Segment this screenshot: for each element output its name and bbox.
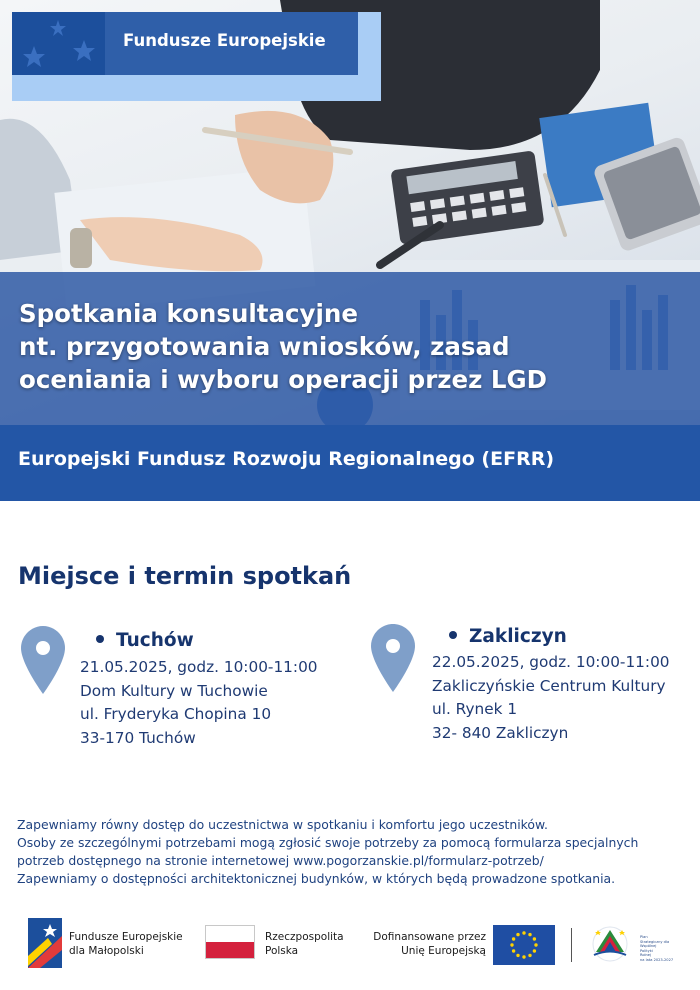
venue-street: ul. Fryderyka Chopina 10 [80, 705, 272, 723]
title-line: oceniania i wyboru operacji przez LGD [19, 365, 547, 394]
venue-name: Zakliczyn [469, 626, 567, 647]
bullet-dot-icon [449, 631, 457, 639]
hero-photo [0, 0, 700, 425]
venue-date-time: 22.05.2025, godz. 10:00-11:00 [432, 653, 670, 671]
bullet-dot-icon [96, 635, 104, 643]
lgd-caption [640, 935, 673, 963]
logo-text-line: Polska [265, 945, 299, 957]
venue-details [80, 656, 318, 750]
notice-line: potrzeb dostępnego na stronie internetowej www.pogorzanskie.pl/formularz-potrzeb/ [17, 853, 544, 868]
logo-text-line: Unię Europejską [401, 945, 486, 957]
venue-street: ul. Rynek 1 [432, 700, 518, 718]
fe-malopolska-logo-icon [28, 918, 62, 968]
logo-text-line: Rolnej [640, 953, 652, 958]
logo-text-line: Strategiczny dla [640, 939, 670, 944]
venue-place: Dom Kultury w Tuchowie [80, 681, 268, 700]
logo-text-line: Wspólnej [640, 944, 657, 949]
venue-place: Zakliczyńskie Centrum Kultury [432, 676, 666, 695]
logo-text-line: dla Małopolski [69, 945, 144, 957]
title-line: nt. przygotowania wniosków, zasad [19, 332, 510, 361]
logo-text-line: Dofinansowane przez [373, 931, 486, 943]
brand-label: Fundusze Europejskie [123, 31, 326, 50]
venue-details [432, 651, 670, 745]
section-heading: Miejsce i termin spotkań [18, 562, 352, 590]
logo-text-line: na lata 2023-2027 [640, 957, 674, 962]
venue-date-time: 21.05.2025, godz. 10:00-11:00 [80, 658, 318, 676]
logo-text-line: Fundusze Europejskie [69, 931, 183, 943]
logo-divider [571, 928, 572, 962]
venue-title [96, 630, 194, 651]
notice-line: Zapewniamy o dostępności architektonicznej budynków, w których będą prowadzone spotkania. [17, 871, 616, 886]
notice-line: Osoby ze szczególnymi potrzebami mogą zgłosić swoje potrzeby za pomocą formularza specjalnych [17, 835, 639, 850]
logo-text-line: Polityki [640, 948, 653, 953]
fund-name: Europejski Fundusz Rozwoju Regionalnego (EFRR) [18, 448, 555, 470]
poland-flag-icon [205, 925, 255, 959]
eu-cofinanced-label [366, 930, 486, 958]
logo-text-line: Plan [640, 935, 648, 939]
venue-postal-city: 32- 840 Zakliczyn [432, 723, 569, 742]
map-pin-icon [21, 626, 65, 694]
venue-postal-city: 33-170 Tuchów [80, 728, 196, 747]
venue-name: Tuchów [116, 630, 194, 651]
logo-text-line: Rzeczpospolita [265, 931, 344, 943]
accessibility-notice [17, 816, 687, 888]
rp-label [265, 930, 344, 958]
title-line: Spotkania konsultacyjne [19, 299, 358, 328]
page-title [19, 297, 689, 396]
eu-stars-mark [12, 12, 105, 75]
eu-stars-icon [12, 12, 105, 75]
fe-malopolska-label [69, 930, 183, 958]
map-pin-icon [371, 624, 415, 692]
venue-title [449, 626, 567, 647]
notice-line: Zapewniamy równy dostęp do uczestnictwa w spotkaniu i komfortu jego uczestników. [17, 817, 548, 832]
eu-flag-icon [493, 925, 555, 965]
